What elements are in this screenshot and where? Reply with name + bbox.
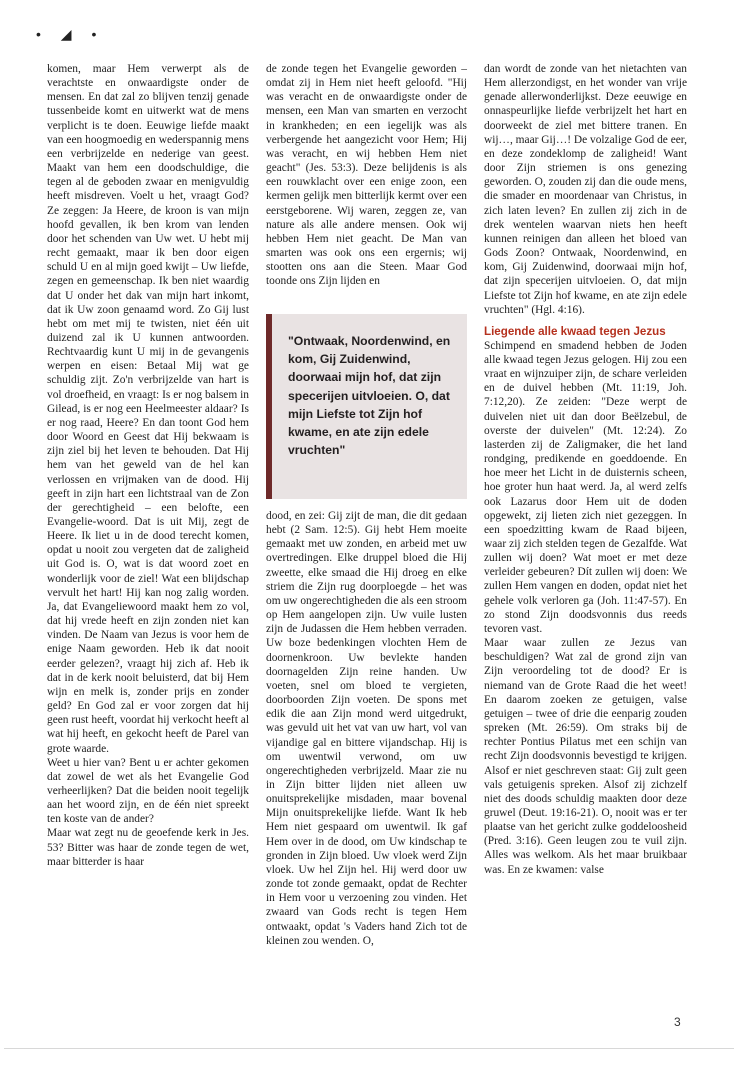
- section-subheading: Liegende alle kwaad tegen Jezus: [484, 324, 666, 338]
- paragraph: Maar waar zullen ze Jezus van beschuldigen? Wat zal de grond zijn van Zijn veroordeling tot de dood? Er is niemand van de Grote Raad die het weet! En daarom zoeken ze getuigen, valse getuigen – twee of drie die eenparig zouden spreken (Mt. 26:59). Om straks bij de rechter Pontius Pilatus met een schijn van recht Zijn doodsvonnis bevestigd te krijgen. Alsof er niet geschreven staat: Gij zult geen vals getuigenis spreken. Alsof zij zichzelf niet des doods schuldig maakten door deze gruwel (Deut. 19:16-21). O, nooit was er ter plaatse van het gericht zulke goddeloosheid (Pred. 3:16). Geen leugen zou te vuil zijn. Alles was welkom. Als het maar bruikbaar was. En ze kwamen: valse: [484, 637, 687, 876]
- paragraph: Maar wat zegt nu de geoefende kerk in Jes. 53? Bitter was haar de zonde tegen de wet, maar bitterder is haar: [47, 827, 249, 868]
- text-column-middle-bottom: [266, 509, 467, 948]
- text-column-left: [47, 62, 249, 869]
- paragraph: de zonde tegen het Evangelie geworden – omdat zij in Hem niet heeft geloofd. "Hij was veracht en de onwaardigste onder de mensen, een Man van smarten en verzocht in krankheden; en een iegelijk was als verbergende het aangezicht voor Hem; Hij was veracht, en wij hebben Hem niet geacht" (Jes. 53:3). Deze belijdenis is als een rouwklacht over een enige zoon, een kermen gelijk men bitterlijk kermt over een eerstgeborene. Wij waren, zeggen ze, van nature als alle andere mensen. Ook wij hebben Hem niet geacht. De Man van smarten was ook ons een ergernis; wij stootten ons aan die Steen. Maar God toonde ons Zijn lijden en: [266, 63, 467, 288]
- paragraph: Schimpend en smadend hebben de Joden alle kwaad tegen Jezus gelogen. Hij zou een vraat en wijnzuiper zijn, de schare verleiden en de duivel hebben (Mt. 11:19, Joh. 7:12,20). Ze zeiden: "Deze werpt de duivelen niet uit dan door Beëlzebul, de overste der duivelen" (Mt. 12:24). Zo lasterden zij de Zaligmaker, die het land rondging, predikende en goeddoende. En hoe meer het Licht in de duisternis scheen, hoe groter hun haat werd. Ja, al werd zelfs ook Lazarus door Hem uit de doden opgewekt, zij lieten zich niet gezeggen. In een spoedzitting kwam de Raad bijeen, waar zij zich stelden tegen de Gezalfde. Wat zullen wij doen? Wat moet er met deze verleider gebeuren? Dít zullen wij doen: We zullen Hem vangen en doden, opdat niet het gehele volk verloren ga (Joh. 11:47-57). En zo stond Zijn doodsvonnis dus reeds tevoren vast.: [484, 339, 687, 635]
- pull-quote-text: "Ontwaak, Noordenwind, en kom, Gij Zuidenwind, doorwaai mijn hof, dat zijn specerijen uitvloeien. O, dat mijn Liefste tot Zijn hof kwame, en ate zijn edele vruchten": [288, 334, 451, 458]
- bottom-rule: [4, 1048, 734, 1049]
- text-column-right: [484, 62, 687, 877]
- pull-quote-accent-bar: [266, 314, 272, 499]
- paragraph: dood, en zei: Gij zijt de man, die dit gedaan hebt (2 Sam. 12:5). Gij hebt Hem moeite gemaakt met uw zonden, en arbeid met uw overtredingen. Elke druppel bloed die Hij zweette, elke smaad die Hij droeg en elke striem die Zijn rug doorploegde – het was om uw ongerechtigheden die als een stroom op Hem aangelopen zijn. Uw vuile lusten zijn de Judassen die Hem hebben verraden. Uw boze bedenkingen vlochten Hem de doornenkroon. Uw bevlekte handen doornagelden Zijn reine handen. Uw voeten, snel om bloed te vergieten, doorboorden Zijn voeten. De spons met edik die aan Zijn mond werd uitgedrukt, was gevuld uit het vat van uw hart, vol van vijandige gal en bittere vijandschap. Hij is om uwentwil verwond, om uw ongerechtigheden verbrijzeld. Maar zie nu in Zijn bitter lijden niet alleen uw onuitsprekelijke misdaden, maar bovenal Mijn onuitsprekelijke liefde. Want Ik heb Hem niet gespaard om uwentwil. Ik gaf Hem over in de dood, om Uw kindschap te gronden in Zijn bloed. Uw vloek werd Zijn vloek. Uw hel Zijn hel. Hij werd door uw zonde tot zonde gemaakt, opdat de Rechter in Hem voor u verzoening zou vinden. Het zwaard van Gods recht is tegen Hem ontwaakt, opdat 's Vaders hand Zich tot de kleinen zou wenden. O,: [266, 510, 467, 947]
- scan-mark: • ◢ •: [36, 26, 105, 42]
- text-column-middle-top: [266, 62, 467, 289]
- paragraph: komen, maar Hem verwerpt als de verachtste en onwaardigste onder de mensen. En dat zal zo blijven tenzij genade tussenbeide komt en uitwerkt wat de mens verplicht is te doen. Eeuwige liefde maakt van een hoogmoedig en wederspannig mens een verbrijzelde en nederige van geest. Maakt van hem een doodschuldige, die tegen al de geboden zwaar en menigvuldig heeft misdreven. Voelt u het, vraagt God? Ze zeggen: Ja Heere, de kroon is van mijn hoofd gevallen, ik ben krom van lenden door het schenden van Uw wet. U hebt mij recht gemaakt, maar ik ben door eigen schuld U en al mijn goed kwijt – Uw liefde, zegen en gemeenschap. Ik ben niet waardig dat U onder het dak van mijn hart inkomt, dat ik Uw zoon genaamd word. Zo Gij lust hebt om met mij te twisten, niet één uit duizend zal ik U kunnen antwoorden. Rechtvaardig kunt U mij in de gevangenis werpen en eisen: Betaal Mij wat ge schuldig zijt. Zo'n verbrijzelde van hart is vol droefheid, en vraagt: Is er nog balsem in Gilead, is er nog een Heelmeester aldaar? Is er nog raad, Heere? En dan toont God hem door Woord en Geest dat Hij bekwaam is zijn ziel bij het leven te behouden. Dat Hij hem van het geweld van de hel kan verlossen en vrijmaken van de dood. Hij geeft in zijn hart een lichtstraal van de Zon der gerechtigheid – een belofte, een Evangelie-woord. Dat is uit Mij, zegt de Heere. Ik liet u in de dood terecht komen, opdat u nooit zou vergeten dat de zaligheid uit God is. O, wat is dat woord zoet en wonderlijk voor de ziel! Wat een blijdschap vervult het hart! Hij kan nog zalig worden. Ja, dat Evangeliewoord maakt hem zo vol, dat hij vrede heeft en zijn zonden niet kan vinden. De Naam van Jezus is voor hem de enige Naam geworden. Heb ik dat nooit eerder gelezen?, vraagt hij zich af. Heb ik dat in de kerk nooit beluisterd, dat bij Hem wijn en melk is, zonder prijs en zonder geld? En God zal er voor zorgen dat hij geen rust heeft, voordat hij verkocht heeft al wat hij heeft, en gekocht heeft de Parel van grote waarde.: [47, 63, 249, 755]
- paragraph: Weet u hier van? Bent u er achter gekomen dat zowel de wet als het Evangelie God verheerlijken? Dat die beiden nooit tegelijk aan het woord zijn, en de één niet spreekt ten koste van de ander?: [47, 756, 249, 826]
- paragraph: dan wordt de zonde van het nietachten van Hem allerzondigst, en het wonder van vrije genade allerwonderlijkst. Deze eeuwige en onnaspeurlijke liefde verbrijzelt het hart en doorweekt de ziel met bittere tranen. En wij…, maar Gij…! De volzalige God de eer, en deze zondeklomp de zaligheid! Want door Zijn striemen is ons genezing geworden. O, zouden zij dan die oude mens, die smader en moordenaar van Christus, in zich laten leven? En zullen zij zich in de drek wentelen waarvan niets hen heeft kunnen reinigen dan alleen het bloed van Gods Zoon? Ontwaak, Noordenwind, en kom, Gij Zuidenwind, doorwaai mijn hof, dat zijn specerijen uitvloeien. O, dat mijn Liefste tot Zijn hof kwame, en ate zijn edele vruchten" (Hgl. 4:16).: [484, 63, 687, 316]
- page-number: 3: [674, 1015, 681, 1029]
- pull-quote-box: [266, 314, 467, 499]
